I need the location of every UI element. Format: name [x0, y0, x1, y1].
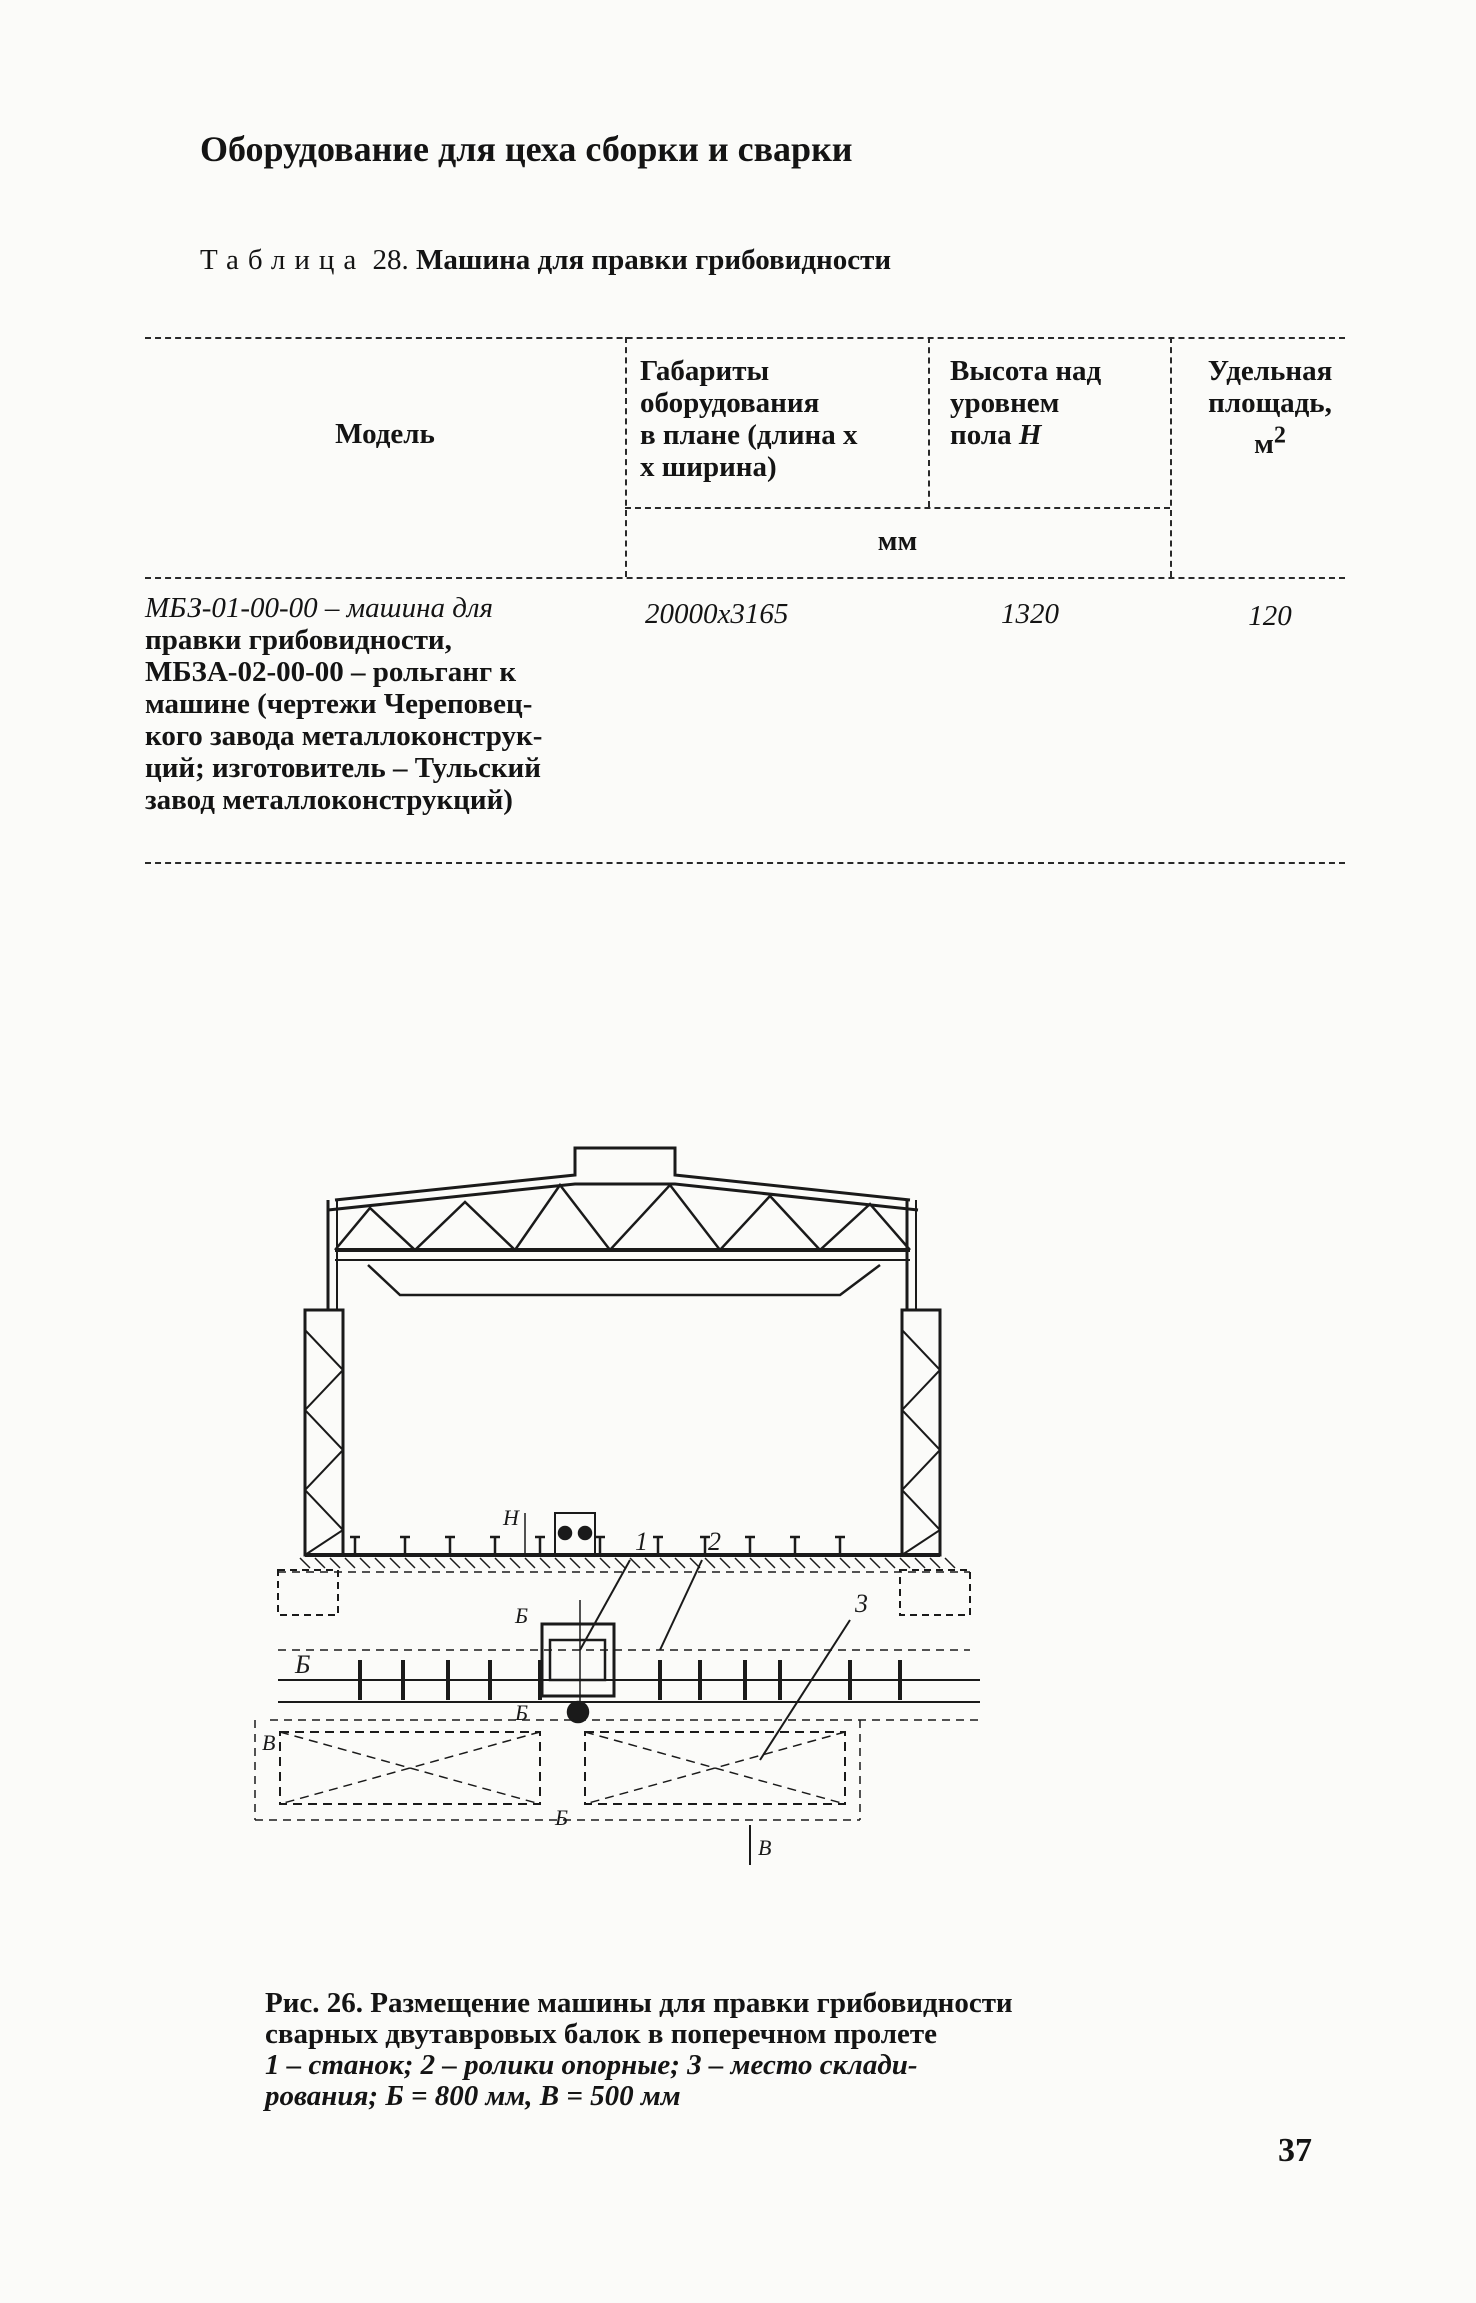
- header-height-line: Высота над: [950, 355, 1102, 387]
- row-model-code: МБЗ-01-00-00 – машина для: [145, 592, 493, 624]
- table-title-name: Машина для правки грибовидности: [416, 244, 892, 276]
- row-description-line: ций; изготовитель – Тульский: [145, 752, 541, 784]
- header-dimensions-line: оборудования: [640, 387, 820, 419]
- table-top-rule: [145, 337, 1345, 339]
- label-3: 3: [855, 1589, 868, 1618]
- table-bottom-rule: [145, 862, 1345, 864]
- header-dimensions: [640, 355, 925, 483]
- row-description-line: правки грибовидности,: [145, 624, 452, 656]
- header-height-line: уровнем: [950, 387, 1060, 419]
- header-area-line: $м^2$: [1254, 421, 1286, 460]
- caption-line: рования; Б = 800 мм, В = 500 мм: [265, 2080, 681, 2112]
- table-unit-rule: [625, 507, 1170, 509]
- table-title-number: 28.: [372, 244, 409, 276]
- page-number: 37: [1278, 2132, 1312, 2169]
- roller-supports-elevation: [350, 1513, 845, 1555]
- label-1: 1: [635, 1527, 648, 1556]
- label-b-left: Б: [295, 1650, 311, 1679]
- table-divider-2: [928, 337, 930, 507]
- header-area: [1175, 355, 1365, 460]
- table-title-lead: Таблица: [200, 244, 366, 276]
- header-dimensions-line: х ширина): [640, 451, 777, 483]
- label-v-left: В: [262, 1730, 276, 1755]
- label-b-bottom: Б: [555, 1805, 568, 1830]
- row-height: 1320: [1001, 598, 1059, 630]
- row-description-line: кого завода металлоконструк-: [145, 720, 543, 752]
- figure-workshop-layout: [262, 1120, 1180, 1940]
- label-2: 2: [708, 1527, 721, 1556]
- header-unit-mm: мм: [877, 525, 918, 557]
- label-v-bottom: В: [758, 1835, 772, 1860]
- table-row-model: [145, 592, 635, 816]
- header-dimensions-line: в плане (длина х: [640, 419, 858, 451]
- label-h: H: [503, 1505, 519, 1530]
- table-divider-3: [1170, 337, 1172, 577]
- caption-line: Рис. 26. Размещение машины для правки грибовидности: [265, 1987, 1013, 2019]
- header-dimensions-line: Габариты: [640, 355, 770, 387]
- header-model: Модель: [335, 418, 435, 450]
- row-description-line: завод металлоконструкций): [145, 784, 513, 816]
- row-dimensions: 20000х3165: [645, 598, 789, 630]
- label-b-mid: Б: [515, 1700, 528, 1725]
- header-height: [950, 355, 1165, 451]
- page-heading: Оборудование для цеха сборки и сварки: [200, 129, 853, 169]
- label-b-top: Б: [515, 1603, 528, 1628]
- figure-caption: [265, 1988, 1165, 2112]
- table-title: [200, 244, 891, 277]
- header-height-line: пола H: [950, 419, 1042, 451]
- caption-line: сварных двутавровых балок в поперечном пролете: [265, 2018, 938, 2050]
- left-column: [305, 1200, 343, 1555]
- table-header-rule: [145, 577, 1345, 579]
- caption-line: 1 – станок; 2 – ролики опорные; 3 – место склади-: [265, 2049, 918, 2081]
- row-description-line: МБЗА-02-00-00 – рольганг к: [145, 656, 517, 688]
- right-column: [902, 1200, 940, 1555]
- header-area-line: площадь,: [1208, 387, 1332, 419]
- header-area-line: Удельная: [1207, 355, 1333, 387]
- plan-view: [255, 1600, 980, 1865]
- leader-lines: [580, 1560, 850, 1760]
- row-area: 120: [1248, 600, 1292, 632]
- roof-truss: [328, 1148, 918, 1295]
- row-description-line: машине (чертежи Череповец-: [145, 688, 533, 720]
